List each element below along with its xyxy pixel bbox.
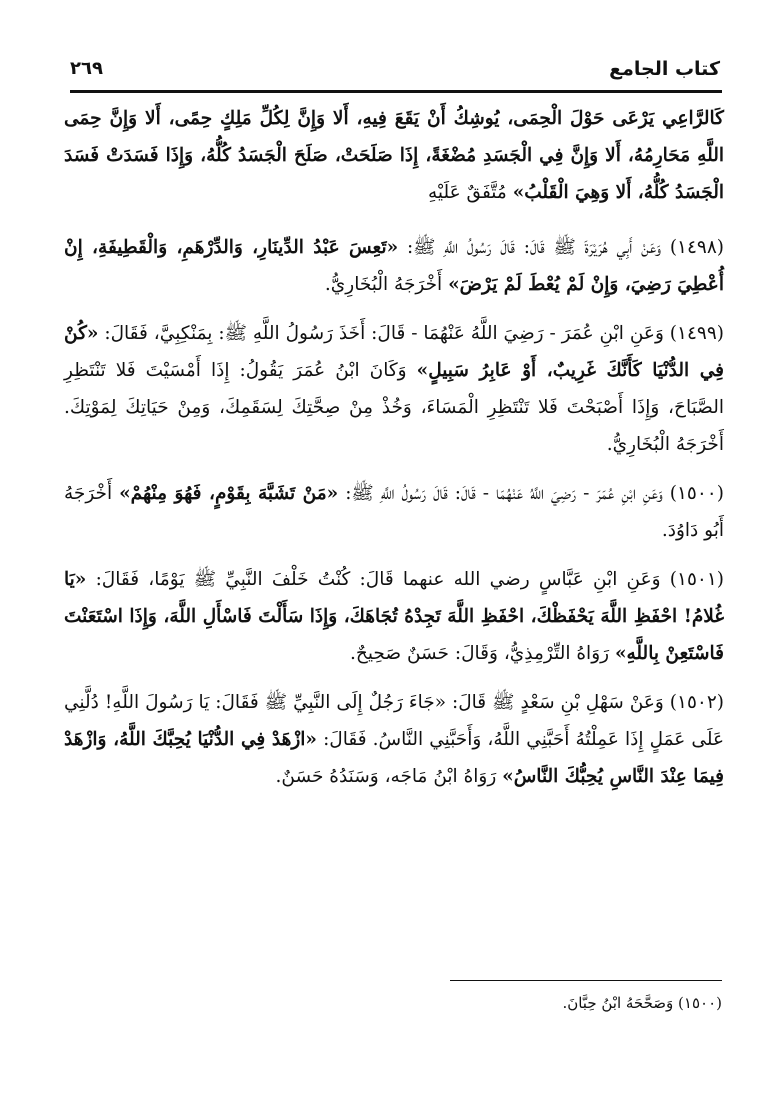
- hadith-quote: «كُنْ فِي الدُّنْيَا كَأَنَّكَ غَرِيبٌ، أَوْ عَابِرُ سَبِيلٍ»: [64, 323, 724, 381]
- hadith-1499-paragraph: [64, 315, 724, 463]
- hadith-1501-paragraph: [64, 561, 724, 672]
- running-title: كتاب الجامع: [609, 58, 720, 80]
- page-number: ٢٦٩: [70, 58, 103, 79]
- narration-text: (١٤٩٨) وَعَنْ أَبِي هُرَيْرَةَ ﷺ قَالَ: قَالَ رَسُولُ اللَّهِ ﷺ:: [398, 237, 725, 258]
- hadith-1502-paragraph: [64, 684, 724, 795]
- hadith-quote: «مَنْ تَشَبَّهَ بِقَوْمٍ، فَهُوَ مِنْهُمْ»: [119, 483, 339, 504]
- narration-text: أَخْرَجَهُ أَبُو دَاوُدَ.: [64, 483, 724, 541]
- narration-text: مُتَّفَقٌ عَلَيْهِ: [427, 182, 513, 203]
- narration-text: وَكَانَ ابْنُ عُمَرَ يَقُولُ: إِذَا أَمْسَيْتَ فَلا تَنْتَظِرِ الصَّبَاحَ، وَإِذَا أَصْبَحْتَ فَلا تَنْتَظِرِ الْمَسَاءَ، وَخُذْ مِنْ صِحَّتِكَ لِسَقَمِكَ، وَمِنْ حَيَاتِكَ لِمَوْتِكَ. أَخْرَجَهُ الْبُخَارِيُّ.: [64, 360, 724, 455]
- hadith-quote: «يَا غُلامُ! احْفَظِ اللَّهَ يَحْفَظْكَ، احْفَظِ اللَّهَ تَجِدْهُ تُجَاهَكَ، وَإِذَا سَأَلْتَ فَاسْأَلِ اللَّهَ، وَإِذَا اسْتَعَنْتَ فَاسْتَعِنْ بِاللَّهِ»: [64, 569, 724, 664]
- page-header: [70, 58, 720, 88]
- narration-text: (١٥٠٢) وَعَنْ سَهْلِ بْنِ سَعْدٍ ﷺ قَالَ: «جَاءَ رَجُلٌ إِلَى النَّبِيِّ ﷺ فَقَالَ: يَا رَسُولَ اللَّهِ! دُلَّنِي عَلَى عَمَلٍ إِذَا عَمِلْتُهُ أَحَبَّنِي اللَّهُ، وَأَحَبَّنِي النَّاسُ. فَقَالَ:: [64, 692, 724, 750]
- footnote-divider: [450, 980, 722, 981]
- footnote: (١٥٠٠) وَصَحَّحَهُ ابْنُ حِبَّانَ.: [562, 994, 722, 1012]
- narration-text: (١٥٠١) وَعَنِ ابْنِ عَبَّاسٍ رضي الله عنهما قَالَ: كُنْتُ خَلْفَ النَّبِيِّ ﷺ يَوْمًا، فَقَالَ:: [86, 569, 724, 590]
- narration-text: (١٥٠٠) وَعَنِ ابْنِ عُمَرَ - رَضِيَ اللَّهُ عَنْهُمَا - قَالَ: قَالَ رَسُولُ اللَّهِ ﷺ:: [338, 483, 724, 504]
- header-divider: [70, 90, 722, 93]
- narration-text: رَوَاهُ التِّرْمِذِيُّ، وَقَالَ: حَسَنٌ صَحِيحٌ.: [350, 643, 615, 664]
- hadith-quote: كَالرَّاعِي يَرْعَى حَوْلَ الْحِمَى، يُوشِكُ أَنْ يَقَعَ فِيهِ، أَلا وَإِنَّ لِكُلِّ مَلِكٍ حِمًى، أَلا وَإِنَّ حِمَى اللَّهِ مَحَارِمُهُ، أَلا وَإِنَّ فِي الْجَسَدِ مُضْغَةً، إِذَا صَلَحَتْ، صَلَحَ الْجَسَدُ كُلُّهُ، وَإِذَا فَسَدَتْ فَسَدَ الْجَسَدُ كُلُّهُ، أَلا وَهِيَ الْقَلْبُ»: [64, 108, 724, 203]
- hadith-1500-paragraph: [64, 475, 724, 549]
- narration-text: رَوَاهُ ابْنُ مَاجَه، وَسَنَدُهُ حَسَنٌ.: [275, 766, 503, 787]
- narration-text: (١٤٩٩) وَعَنِ ابْنِ عُمَرَ - رَضِيَ اللَّهُ عَنْهُمَا - قَالَ: أَخَذَ رَسُولُ اللَّهِ ﷺ: بِمَنْكِبِيَّ، فَقَالَ:: [98, 323, 724, 344]
- page-body: [64, 100, 724, 807]
- hadith-quote: «تَعِسَ عَبْدُ الدِّينَارِ، وَالدِّرْهَمِ، وَالْقَطِيفَةِ، إِنْ أُعْطِيَ رَضِيَ، وَإِنْ لَمْ يُعْطَ لَمْ يَرْضَ»: [64, 237, 724, 295]
- hadith-1498-paragraph: [64, 229, 724, 303]
- narration-text: أَخْرَجَهُ الْبُخَارِيُّ.: [324, 274, 449, 295]
- hadith-continuation-paragraph: [64, 100, 724, 211]
- hadith-quote: «ازْهَدْ فِي الدُّنْيَا يُحِبَّكَ اللَّهُ، وَازْهَدْ فِيمَا عِنْدَ النَّاسِ يُحِبُّكَ النَّاسُ»: [64, 729, 724, 787]
